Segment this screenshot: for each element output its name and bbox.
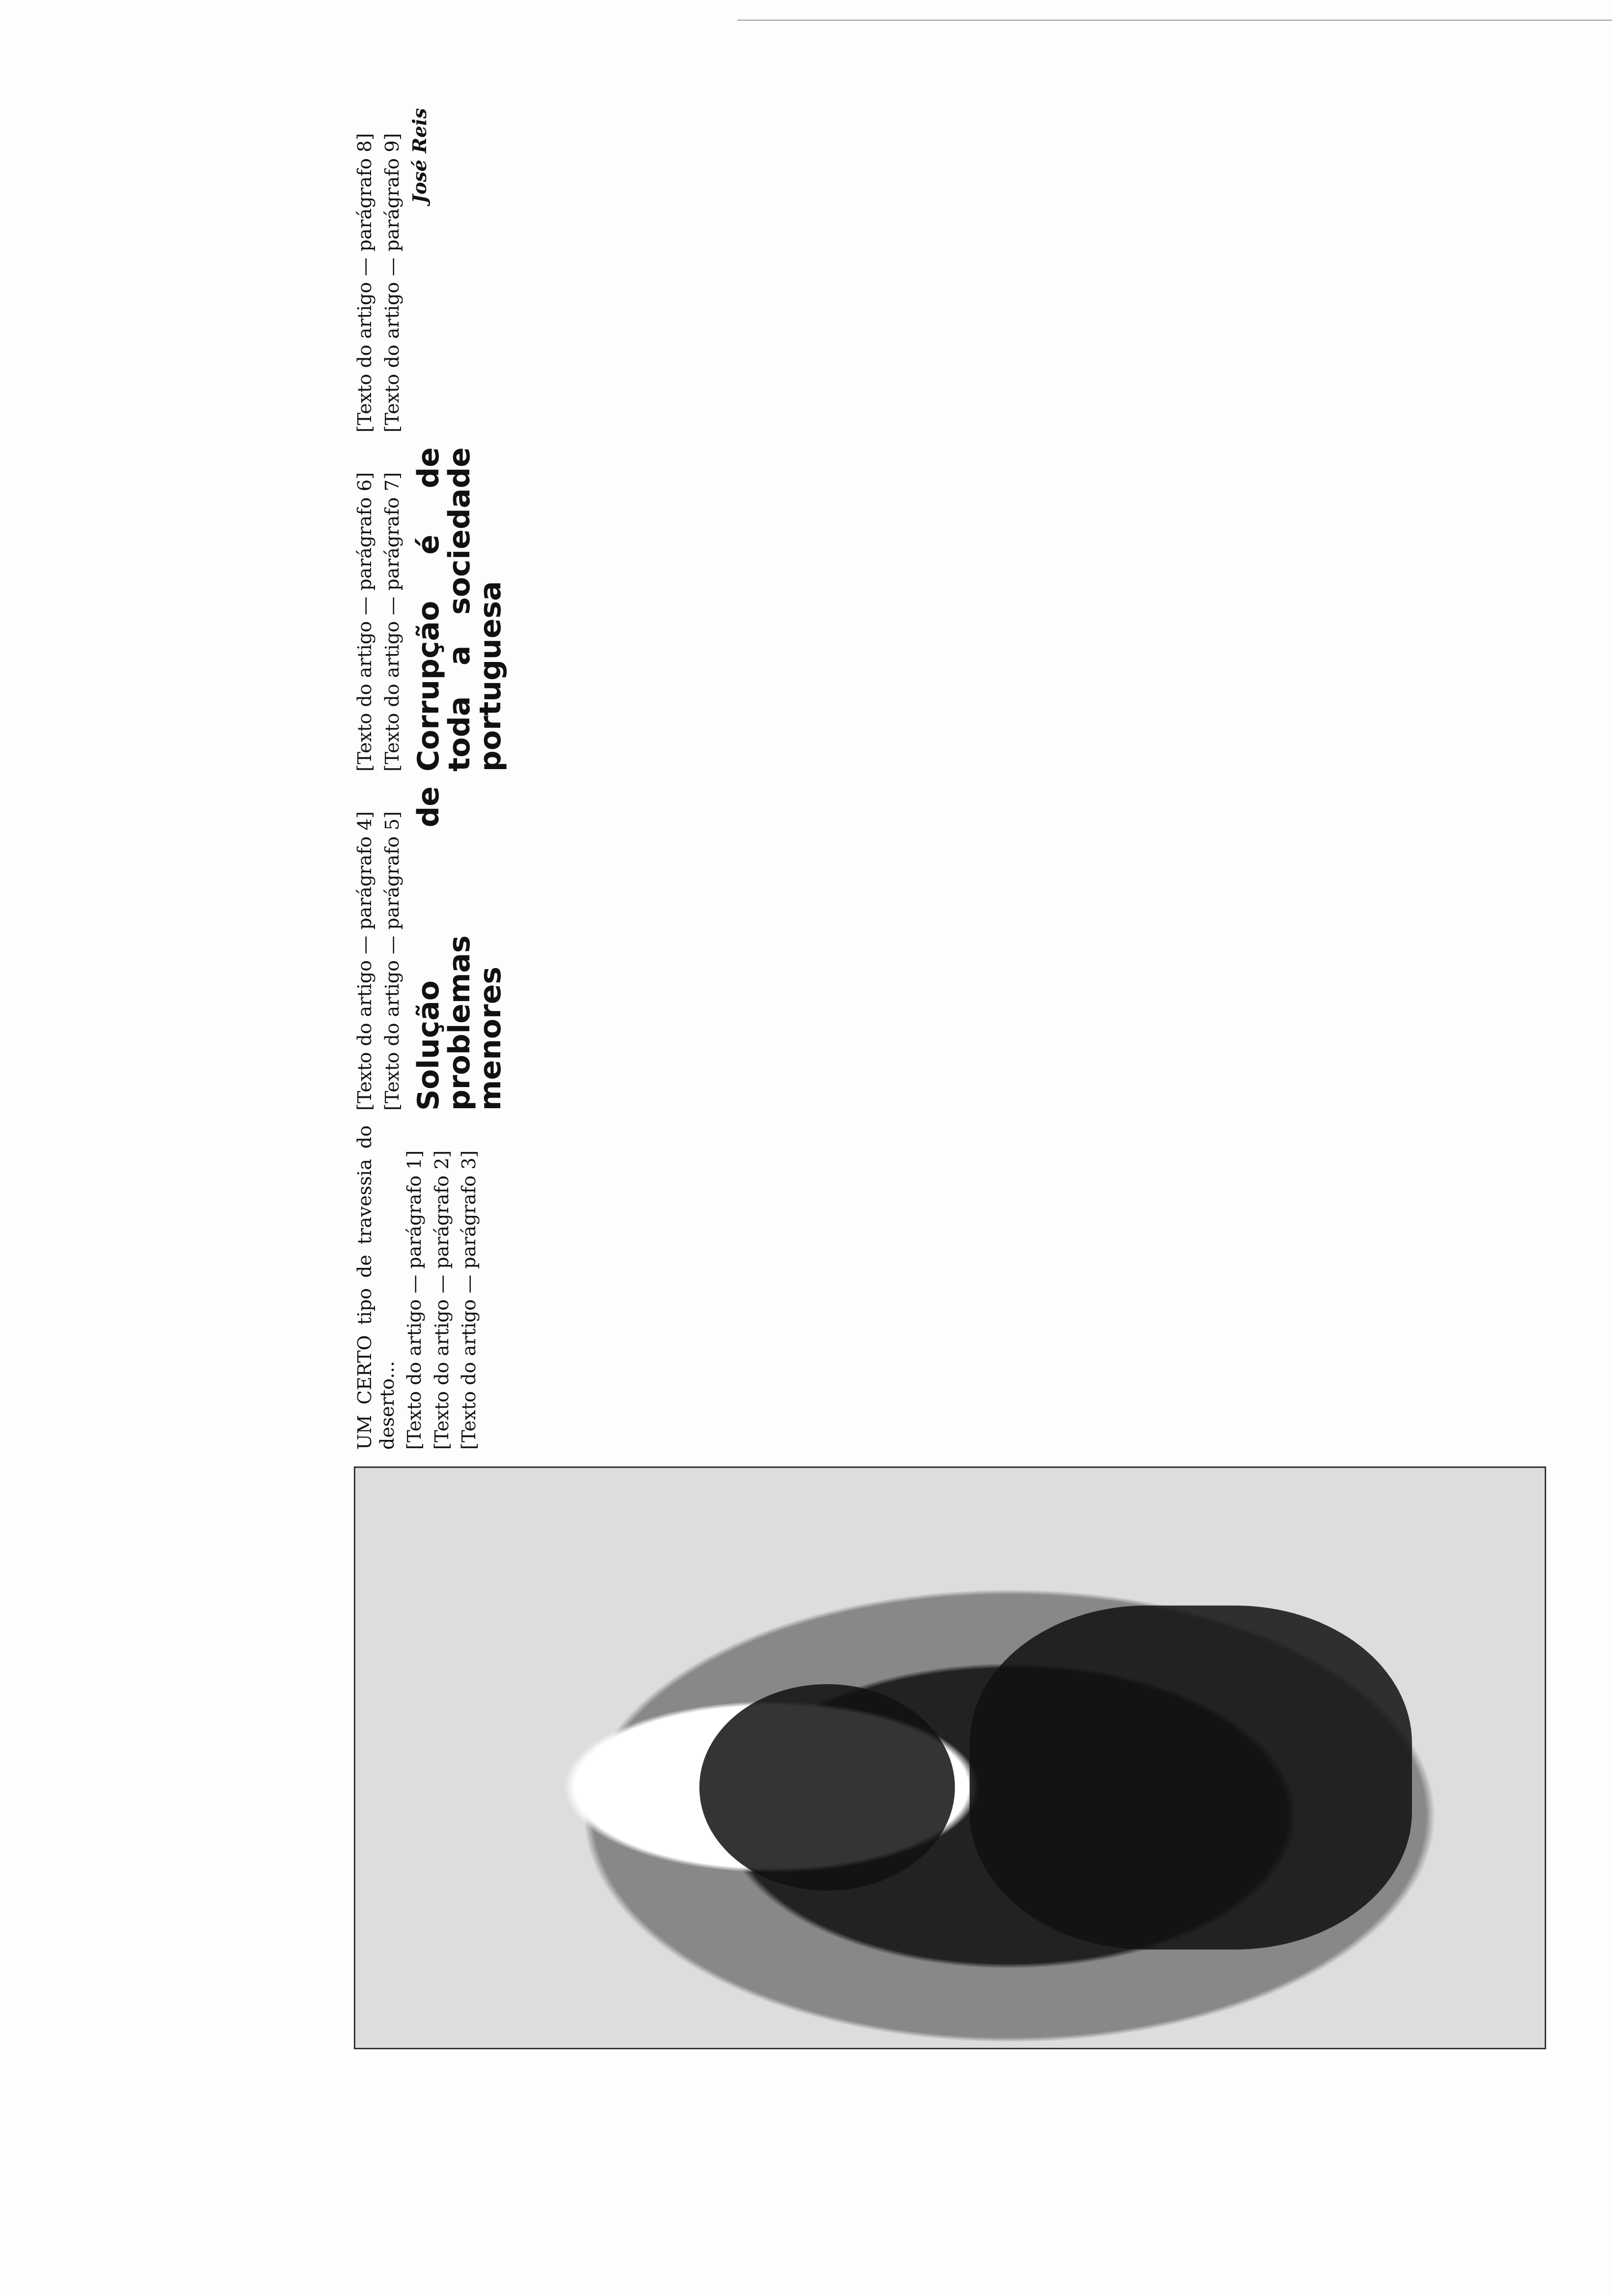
author-signature: José Reis bbox=[408, 108, 431, 203]
intro-paragraph: UM CERTO tipo de travessia do deserto... bbox=[354, 1125, 398, 1450]
paragraph: [Texto do artigo — parágrafo 6] bbox=[354, 472, 375, 772]
column-3 bbox=[354, 447, 1543, 772]
paragraph: [Texto do artigo — parágrafo 2] bbox=[431, 1150, 453, 1450]
subheading-corrupcao: Corrupção é de toda a sociedade portuguesa bbox=[411, 447, 508, 772]
paragraph: [Texto do artigo — parágrafo 8] bbox=[354, 133, 375, 432]
paragraph: [Texto do artigo — parágrafo 1] bbox=[403, 1150, 426, 1450]
scan-edge bbox=[737, 0, 1612, 21]
text-columns bbox=[354, 108, 1543, 1450]
rotated-article bbox=[354, 108, 1543, 2049]
paragraph: [Texto do artigo — parágrafo 4] bbox=[354, 811, 375, 1111]
portrait-photo bbox=[354, 1466, 1546, 2049]
subheading-solucao: Solução de problemas menores bbox=[411, 786, 508, 1111]
paragraph: [Texto do artigo — parágrafo 7] bbox=[381, 472, 403, 772]
paragraph: [Texto do artigo — parágrafo 9] bbox=[381, 133, 403, 432]
paragraph: [Texto do artigo — parágrafo 3] bbox=[458, 1150, 480, 1450]
paragraph: [Texto do artigo — parágrafo 5] bbox=[381, 811, 403, 1111]
column-1 bbox=[354, 1125, 1543, 1450]
column-4 bbox=[354, 108, 1543, 432]
column-2 bbox=[354, 786, 1543, 1111]
photo-body bbox=[970, 1606, 1412, 1950]
photo-head bbox=[699, 1684, 955, 1891]
